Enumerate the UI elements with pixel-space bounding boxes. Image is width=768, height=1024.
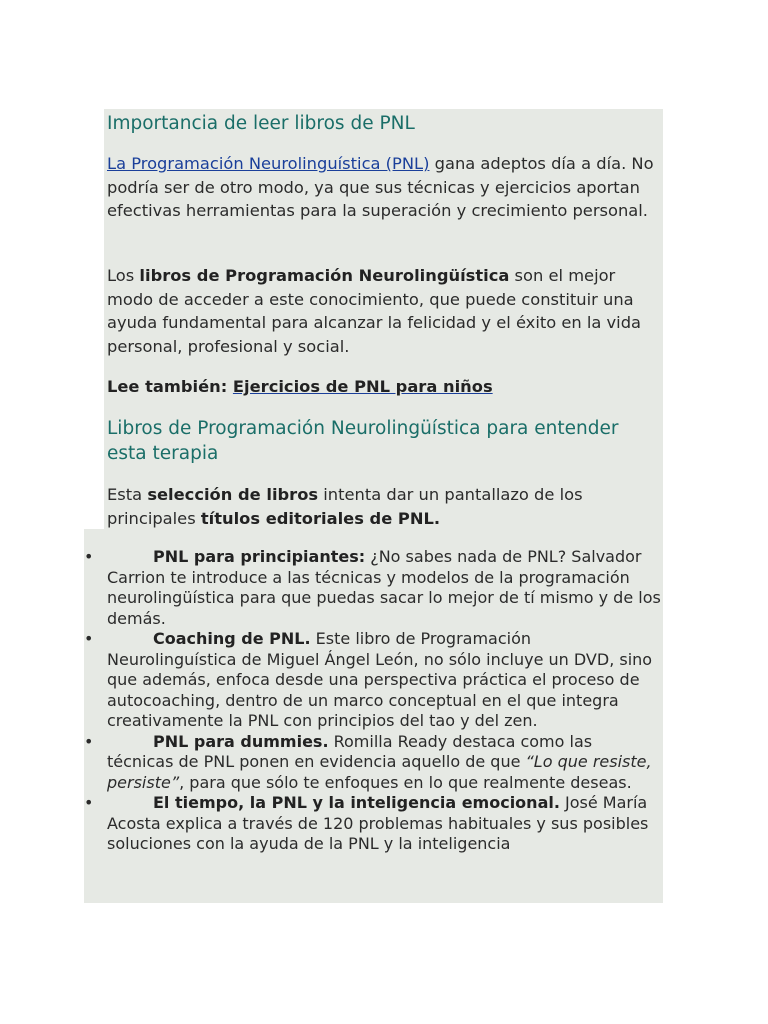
intro-paragraph — [107, 152, 663, 223]
book-list — [84, 547, 663, 855]
list-item — [84, 732, 663, 794]
list-item — [84, 793, 663, 855]
selection-mid: intenta dar un pantallazo de los principales — [107, 485, 583, 528]
selection-paragraph — [107, 483, 663, 530]
book-title: El tiempo, la PNL y la inteligencia emocional. — [153, 793, 560, 812]
book-description: José María Acosta explica a través de 120 problemas habituales y sus posibles soluciones con la ayuda de la PNL y la inteligencia — [107, 793, 649, 853]
list-item — [84, 629, 663, 732]
book-title: Coaching de PNL. — [153, 629, 311, 648]
intro-text: gana adeptos día a día. No podría ser de otro modo, ya que sus técnicas y ejercicios aportan efectivas herramientas para la superación y crecimiento personal. — [107, 154, 654, 220]
read-also-link[interactable] — [233, 377, 493, 396]
book-description: Romilla Ready destaca como las técnicas de PNL ponen en evidencia aquello de que — [107, 731, 593, 771]
read-also-link-text: Ejercicios de PNL para niños — [232, 377, 493, 396]
selection-bold-2: títulos editoriales de PNL. — [200, 508, 441, 528]
section-heading-importance: Importancia de leer libros de PNL — [107, 113, 415, 134]
book-title: PNL para principiantes: — [153, 547, 366, 566]
books-paragraph — [107, 264, 663, 358]
selection-bold-1: selección de libros — [147, 485, 319, 504]
books-paragraph-rest: son el mejor modo de acceder a este conocimiento, que puede constituir una ayuda fundamental para alcanzar la felicidad y el éxito en la vida personal, profesional y social. — [107, 266, 642, 356]
bullet-icon: • — [84, 793, 94, 812]
pnl-link[interactable]: La Programación Neurolinguística (PNL) — [107, 154, 430, 173]
selection-pre: Esta — [107, 485, 148, 504]
book-quote: “Lo que resiste, persiste” — [107, 752, 652, 792]
book-description: Este libro de Programación Neurolinguística de Miguel Ángel León, no sólo incluye un DVD, sino que además, enfoca desde una perspectiva práctica el proceso de autocoaching, dentro de un marco conceptual en el que integra creativamente la PNL con principios del tao y del zen. — [107, 629, 653, 730]
section-heading-books: Libros de Programación Neurolingüística para entender esta terapia — [107, 418, 619, 464]
books-paragraph-bold: libros de Programación Neurolingüística — [139, 266, 510, 285]
book-title: PNL para dummies. — [153, 731, 329, 751]
book-description-end: , para que sólo te enfoques en lo que realmente deseas. — [179, 772, 632, 792]
bullet-icon: • — [84, 731, 94, 751]
bullet-icon: • — [84, 629, 94, 648]
read-also — [107, 375, 663, 399]
list-item — [84, 547, 663, 629]
books-paragraph-pre: Los — [107, 266, 140, 285]
bullet-icon: • — [84, 547, 94, 566]
book-description: ¿No sabes nada de PNL? Salvador Carrion te introduce a las técnicas y modelos de la programación neurolingüística para que puedas sacar lo mejor de tí mismo y de los demás. — [107, 547, 661, 628]
read-also-label: Lee también: — [107, 377, 233, 396]
